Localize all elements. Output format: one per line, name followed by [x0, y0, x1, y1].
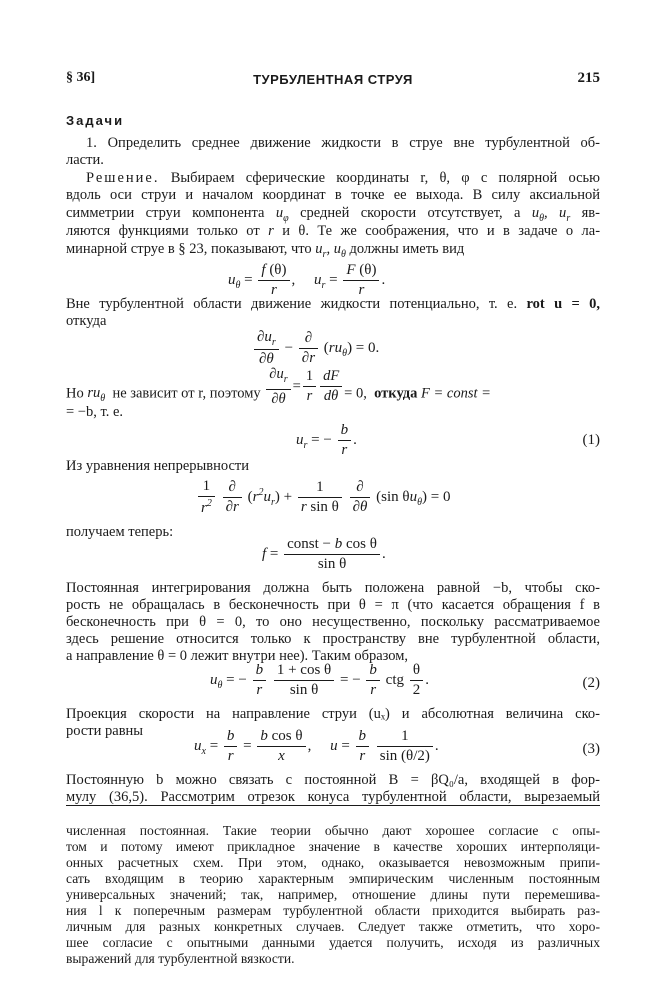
text-line: здесь решение относится только к пространству вне турбулентной области,	[66, 631, 600, 647]
footnote-line: шее согласие с опытными данными удается получить, исходя из различных	[66, 935, 600, 950]
solution-text: симметрии струи компонента	[66, 205, 265, 221]
solution-line	[66, 223, 600, 240]
math-r: r	[268, 223, 274, 239]
text-line: а направление θ = 0 лежит внутри нее). Таким образом,	[66, 648, 409, 664]
section-ref: § 36]	[66, 70, 96, 85]
text-span: откуда	[374, 385, 418, 402]
running-title: ТУРБУЛЕНТНАЯ СТРУЯ	[253, 72, 413, 87]
equation-number-3: (3)	[582, 741, 600, 757]
text-line: = −b, т. е.	[66, 404, 124, 420]
math-u-theta-u-r: $u_\theta$, $u_r$	[531, 205, 571, 224]
text-span: не зависит от r, поэтому	[112, 385, 261, 402]
text-line: мулу (36,5). Рассмотрим отрезок конуса турбулентной области, вырезаемый	[66, 789, 600, 805]
solution-text: Выбираем сферические координаты r, θ, φ с полярной осью	[170, 170, 600, 186]
math-F-const: F = const =	[421, 385, 491, 402]
footnote-separator	[66, 805, 600, 806]
text-line: откуда	[66, 313, 107, 329]
text-line	[66, 296, 600, 313]
equation-velocity-form: $u_\theta$ = $\frac{f (\theta)}{r}$ , $u_r$ = $\frac{F (\theta)}{r}$ .	[228, 262, 386, 298]
text-span: Вне турбулентной области движение жидкости потенциально, т. е.	[66, 296, 518, 312]
text-line: рость не обращалась в бесконечность при θ = π (что касается обращения f в	[66, 597, 600, 613]
problem-line: ласти.	[66, 152, 104, 168]
equation-irrotational: $\frac{\partial u_r}{\partial\theta}$ − $\frac{\partial}{\partial r}$ $(ru_\theta) = 0$.	[252, 329, 379, 368]
text-line: рости равны	[66, 723, 144, 739]
text-span: = 0,	[344, 385, 367, 402]
equation-continuity: $\frac{1}{r^2}$ $\frac{\partial}{\partial r}$ $(r^2u_r)$ + $\frac{1}{\text{r sin θ}}$ $\frac{\partial}{\partial\theta}$ (sin $\theta u_\theta) = 0$	[196, 478, 450, 517]
solution-text: и θ. Те же соображения, что и в задаче о ла-	[282, 223, 601, 239]
math-r-utheta: $ru_\theta$	[87, 385, 106, 405]
text-line: Из уравнения непрерывности	[66, 458, 249, 474]
equation-f-solution: f = $\frac{\text{const − b cos θ}}{\text{sin θ}}$ .	[262, 536, 386, 572]
equation-number-2: (2)	[582, 675, 600, 691]
math-u-phi: $u_\varphi$	[275, 205, 289, 224]
footnote-line: онных расчетных схем. При этом, однако, оказывается невозможным припи-	[66, 855, 600, 870]
equation-number-1: (1)	[582, 432, 600, 448]
footnote-line: численная постоянная. Такие теории обычно дают хорошее согласие с опы-	[66, 823, 600, 838]
equation-1: $u_r$ = − $\frac{b}{r}$ .	[296, 422, 357, 458]
rot-condition: rot u = 0,	[526, 296, 600, 312]
problem-line: 1. Определить среднее движение жидкости в струе вне турбулентной об-	[86, 135, 600, 151]
footnote-line: выражений для турбулентной вязкости.	[66, 951, 295, 966]
footnote-line: сать входящим в теорию характерным эмпирическим численным постоянным	[66, 871, 600, 886]
text-line: получаем теперь:	[66, 524, 174, 540]
equation-3: $u_x$ = $\frac{b}{r}$ = $\frac{\text{b cos θ}}{x}$ , u = $\frac{b}{r}$ $\frac{1}{\sin (\theta/2)}$ .	[194, 728, 439, 764]
text-line: Постоянную b можно связать с постоянной B = βQ₀/a, входящей в фор-	[66, 772, 600, 788]
footnote-line: ния l к поперечным размерам турбулентной области приходится выбирать раз-	[66, 903, 600, 918]
text-line: Постоянная интегрирования должна быть положена равной −b, чтобы ско-	[66, 580, 600, 596]
footnote-line: том и потому имеют прикладное значение в качестве хороших интерполяци-	[66, 839, 600, 854]
solution-text: должны иметь вид	[349, 241, 465, 257]
solution-line	[66, 241, 600, 263]
solution-text: минарной струе в § 23, показывают, что	[66, 241, 312, 257]
solution-line: вдоль оси струи и началом координат в точке ее выхода. В силу аксиальной	[66, 187, 600, 203]
equation-2: $u_\theta$ = − $\frac{b}{r}$ $\frac{\text{1 + cos θ}}{\text{sin θ}}$ = − $\frac{b}{r}$ ctg $\frac{\theta}{2}$ .	[210, 662, 429, 698]
solution-text: средней скорости отсутствует, а	[300, 205, 521, 221]
text-line: бесконечность при θ = 0, то оно несущественно, поскольку рассматриваемое	[66, 614, 600, 630]
inline-equation: $\frac{\partial u_r}{\partial\theta}$ = $\frac{1}{r}$ $\frac{dF}{d\theta}$	[264, 366, 344, 408]
text-line: Проекция скорости на направление струи (uₓ) и абсолютная величина ско-	[66, 706, 600, 722]
solution-text: яв-	[581, 205, 600, 221]
solution-word: Решение.	[86, 170, 160, 186]
text-span: Но	[66, 385, 84, 402]
page-number: 215	[577, 70, 600, 86]
footnote-line: универсальных значений; так, например, отношение длины пути перемешива-	[66, 887, 600, 902]
section-heading: Задачи	[66, 113, 125, 128]
footnote-line: личным для разных конкретных случаев. Следует также отметить, что хоро-	[66, 919, 600, 934]
solution-line	[86, 170, 600, 187]
math-ur-utheta: $u_r$, $u_\theta$	[315, 241, 346, 260]
solution-text: ляются функциями только от	[66, 223, 260, 239]
